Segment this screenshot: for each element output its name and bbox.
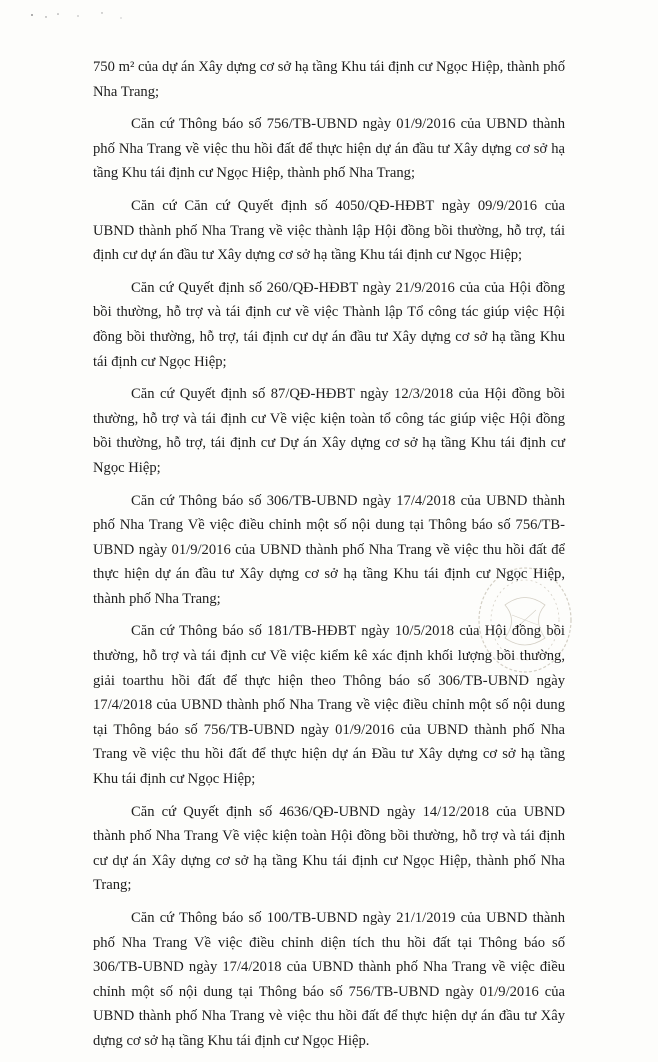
document-body xyxy=(93,55,565,1062)
paragraph-thong-bao-181: Căn cứ Thông báo số 181/TB-HĐBT ngày 10/5/2018 của Hội đồng bồi thường, hỗ trợ và tái định cư Về việc kiểm kê xác định khối lượng bồi thường, giải toarthu hồi đất để thực hiện theo Thông báo số 306/TB-UBND ngày 17/4/2018 của UBND thành phố Nha Trang về việc điều chỉnh một số nội dung tại Thông báo số 756/TB-UBND ngày 01/9/2016 của UBND thành phố Nha Trang về việc thu hồi đất để thực hiện dự án Đầu tư Xây dựng cơ sở hạ tầng Khu tái định cư Ngọc Hiệp; xyxy=(93,623,565,788)
paragraph-thong-bao-306: Căn cứ Thông báo số 306/TB-UBND ngày 17/4/2018 của UBND thành phố Nha Trang Về việc điều chỉnh một số nội dung tại Thông báo số 756/TB-UBND ngày 01/9/2016 của UBND thành phố Nha Trang về việc thu hồi đất để thực hiện dự án đầu tư Xây dựng cơ sở hạ tầng Khu tái định cư Ngọc Hiệp, thành phố Nha Trang; xyxy=(93,492,565,607)
paragraph-quyet-dinh-87: Căn cứ Quyết định số 87/QĐ-HĐBT ngày 12/3/2018 của Hội đồng bồi thường, hỗ trợ và tái định cư Về việc kiện toàn tổ công tác giúp việc Hội đồng bồi thường, hỗ trợ, tái định cư Dự án Xây dựng cơ sở hạ tầng Khu tái định cư Ngọc Hiệp; xyxy=(93,386,565,476)
scan-noise-marks xyxy=(0,0,658,40)
faded-seal-stamp xyxy=(470,560,580,680)
paragraph-thong-bao-756: Căn cứ Thông báo số 756/TB-UBND ngày 01/9/2016 của UBND thành phố Nha Trang về việc thu hồi đất để thực hiện dự án đầu tư Xây dựng cơ sở hạ tầng Khu tái định cư Ngọc Hiệp, thành phố Nha Trang; xyxy=(93,116,565,182)
paragraph-quyet-dinh-4050: Căn cứ Căn cứ Quyết định số 4050/QĐ-HĐBT ngày 09/9/2016 của UBND thành phố Nha Trang về việc thành lập Hội đồng bồi thường, hỗ trợ, tái định cư dự án đầu tư Xây dựng cơ sở hạ tầng Khu tái định cư Ngọc Hiệp; xyxy=(93,197,565,264)
paragraph-quyet-dinh-4636: Căn cứ Quyết định số 4636/QĐ-UBND ngày 14/12/2018 của UBND thành phố Nha Trang Về việc kiện toàn Hội đồng bồi thường, hỗ trợ và tái định cư dự án Xây dựng cơ sở hạ tầng Khu tái định cư Ngọc Hiệp, thành phố Nha Trang; xyxy=(93,803,565,894)
paragraph-quyet-dinh-260: Căn cứ Quyết định số 260/QĐ-HĐBT ngày 21/9/2016 của của Hội đồng bồi thường, hỗ trợ và tái định cư về việc Thành lập Tổ công tác giúp việc Hội đồng bồi thường, hỗ trợ, tái định cư dự án đầu tư Xây dựng cơ sở hạ tầng Khu tái định cư Ngọc Hiệp; xyxy=(93,279,565,370)
paragraph-thong-bao-100: Căn cứ Thông báo số 100/TB-UBND ngày 21/1/2019 của UBND thành phố Nha Trang Về việc điều chỉnh diện tích thu hồi đất tại Thông báo số 306/TB-UBND ngày 17/4/2018 của UBND thành phố Nha Trang về việc điều chỉnh một số nội dung tại Thông báo số 756/TB-UBND ngày 01/9/2016 của UBND thành phố Nha Trang vè việc thu hồi đất để thực hiện dự án đầu tư Xây dựng cơ sở hạ tầng Khu tái định cư Ngọc Hiệp. xyxy=(93,910,565,1049)
paragraph-continued: 750 m² của dự án Xây dựng cơ sở hạ tầng Khu tái định cư Ngọc Hiệp, thành phố Nha Trang; xyxy=(93,59,565,100)
